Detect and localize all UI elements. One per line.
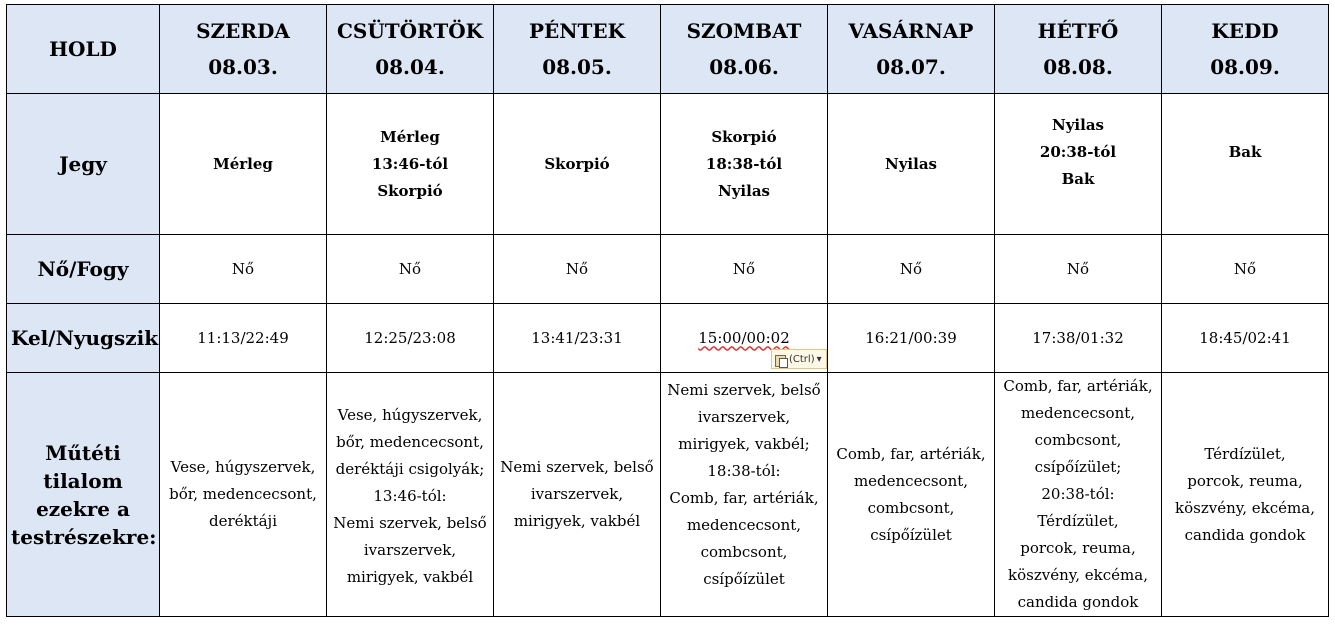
ban-cell	[995, 373, 1162, 617]
header-row	[7, 5, 1329, 94]
ban-line: köszvény, ekcéma,	[1008, 566, 1148, 584]
rise-set-cell: 17:38/01:32	[995, 304, 1162, 373]
ban-line: köszvény, ekcéma,	[1175, 498, 1315, 517]
sign-line: Bak	[1061, 169, 1095, 188]
day-date: 08.05.	[542, 55, 612, 79]
ban-line: medencecsont,	[853, 471, 969, 490]
ban-line: deréktáji csigolyák;	[335, 460, 485, 478]
row-label-line: testrészekre:	[11, 524, 157, 549]
rise-set-cell: 11:13/22:49	[160, 304, 327, 373]
day-header	[995, 5, 1162, 94]
sign-cell	[494, 94, 661, 235]
ban-line: ivarszervek,	[697, 407, 791, 426]
moon-calendar-table	[6, 4, 1329, 617]
ban-line: 20:38-tól:	[1041, 485, 1115, 503]
sign-line: Nyilas	[718, 181, 770, 200]
sign-cell	[160, 94, 327, 235]
phase-cell: Nő	[1162, 235, 1329, 304]
day-date: 08.06.	[709, 55, 779, 79]
rise-set-row	[7, 304, 1329, 373]
ban-cell	[494, 373, 661, 617]
day-date: 08.07.	[876, 55, 946, 79]
ban-line: candida gondok	[1017, 593, 1139, 611]
rise-set-cell: 12:25/23:08	[327, 304, 494, 373]
ban-cell	[160, 373, 327, 617]
rise-set-row-label: Kel/Nyugszik	[7, 304, 160, 373]
sign-line: Mérleg	[213, 154, 273, 173]
day-header	[160, 5, 327, 94]
ban-line: Nemi szervek, belső	[500, 458, 654, 476]
ban-line: Comb, far, artériák,	[836, 444, 986, 463]
sign-line: Nyilas	[885, 154, 937, 173]
ban-line: porcok, reuma,	[1187, 471, 1303, 490]
ban-line: 13:46-tól:	[373, 487, 447, 505]
ban-line: mirigyek, vakbél	[513, 512, 641, 530]
sign-line: 18:38-tól	[705, 154, 783, 173]
chevron-down-icon: ▾	[816, 353, 822, 365]
ban-line: medencecsont,	[686, 515, 802, 534]
ban-line: ivarszervek,	[530, 485, 624, 503]
paste-options-button[interactable]	[771, 349, 827, 369]
day-name: PÉNTEK	[528, 19, 626, 43]
ban-cell	[327, 373, 494, 617]
rise-set-cell: 13:41/23:31	[494, 304, 661, 373]
sign-cell	[661, 94, 828, 235]
ban-cell	[661, 373, 828, 617]
sign-row	[7, 94, 1329, 235]
sign-cell	[327, 94, 494, 235]
sign-cell	[995, 94, 1162, 235]
day-date: 08.04.	[375, 55, 445, 79]
ban-line: Comb, far, artériák,	[669, 488, 819, 507]
ban-line: Comb, far, artériák,	[1003, 377, 1153, 395]
day-date: 08.03.	[208, 55, 278, 79]
phase-cell: Nő	[327, 235, 494, 304]
ban-cell	[828, 373, 995, 617]
sign-row-label: Jegy	[7, 94, 160, 235]
rise-set-value: 15:00/00:02	[698, 328, 790, 347]
sign-line: 13:46-tól	[371, 154, 449, 173]
day-date: 08.08.	[1043, 55, 1113, 79]
ban-cell	[1162, 373, 1329, 617]
day-header	[494, 5, 661, 94]
surgery-ban-row-label	[7, 373, 160, 617]
ban-line: bőr, medencecsont,	[169, 485, 317, 503]
ban-line: Nemi szervek, belső	[667, 380, 821, 399]
surgery-ban-row	[7, 373, 1329, 617]
phase-cell: Nő	[661, 235, 828, 304]
sign-line: 20:38-tól	[1039, 142, 1117, 161]
phase-cell: Nő	[828, 235, 995, 304]
ban-line: ivarszervek,	[363, 541, 457, 559]
ban-line: mirigyek, vakbél;	[678, 434, 810, 453]
day-header	[1162, 5, 1329, 94]
day-date: 08.09.	[1210, 55, 1280, 79]
phase-cell: Nő	[160, 235, 327, 304]
ban-line: csípőízület	[703, 569, 785, 588]
sign-cell	[1162, 94, 1329, 235]
ban-line: bőr, medencecsont,	[336, 433, 484, 451]
phase-cell: Nő	[494, 235, 661, 304]
ban-line: 18:38-tól:	[707, 461, 781, 480]
sign-line: Skorpió	[544, 154, 610, 173]
sign-line: Bak	[1228, 142, 1262, 161]
day-name: VASÁRNAP	[848, 19, 974, 43]
clipboard-icon	[774, 353, 787, 366]
rise-set-cell: 18:45/02:41	[1162, 304, 1329, 373]
day-header	[828, 5, 995, 94]
ban-line: csípőízület;	[1034, 458, 1122, 476]
sign-line: Nyilas	[1052, 115, 1104, 134]
sign-line: Skorpió	[711, 127, 777, 146]
day-name: SZOMBAT	[686, 19, 802, 43]
ban-line: combcsont,	[867, 498, 955, 517]
ban-line: Nemi szervek, belső	[333, 514, 487, 532]
day-name: KEDD	[1211, 19, 1279, 43]
phase-row-label: Nő/Fogy	[7, 235, 160, 304]
ban-line: candida gondok	[1184, 525, 1306, 544]
ban-line: porcok, reuma,	[1020, 539, 1136, 557]
sign-line: Skorpió	[377, 181, 443, 200]
sign-line: Mérleg	[380, 127, 440, 146]
ban-line: Térdízület,	[1037, 512, 1119, 530]
phase-cell: Nő	[995, 235, 1162, 304]
ban-line: csípőízület	[870, 525, 952, 544]
rise-set-cell: 16:21/00:39	[828, 304, 995, 373]
day-header	[661, 5, 828, 94]
ban-line: deréktáji	[208, 512, 278, 530]
ban-line: combcsont,	[700, 542, 788, 561]
hold-header: HOLD	[7, 5, 160, 94]
day-header	[327, 5, 494, 94]
ban-line: Vese, húgyszervek,	[337, 406, 483, 424]
ban-line: Térdízület,	[1204, 444, 1286, 463]
day-name: CSÜTÖRTÖK	[336, 19, 484, 43]
phase-row	[7, 235, 1329, 304]
paste-options-label: (Ctrl)	[789, 353, 815, 365]
day-name: SZERDA	[196, 19, 290, 43]
day-name: HÉTFŐ	[1037, 19, 1119, 43]
ban-line: mirigyek, vakbél	[346, 568, 474, 586]
row-label-line: ezekre a	[36, 496, 130, 521]
ban-line: combcsont,	[1034, 431, 1122, 449]
row-label-line: Műtéti tilalom	[43, 440, 123, 493]
ban-line: Vese, húgyszervek,	[170, 458, 316, 476]
ban-line: medencecsont,	[1020, 404, 1136, 422]
sign-cell	[828, 94, 995, 235]
